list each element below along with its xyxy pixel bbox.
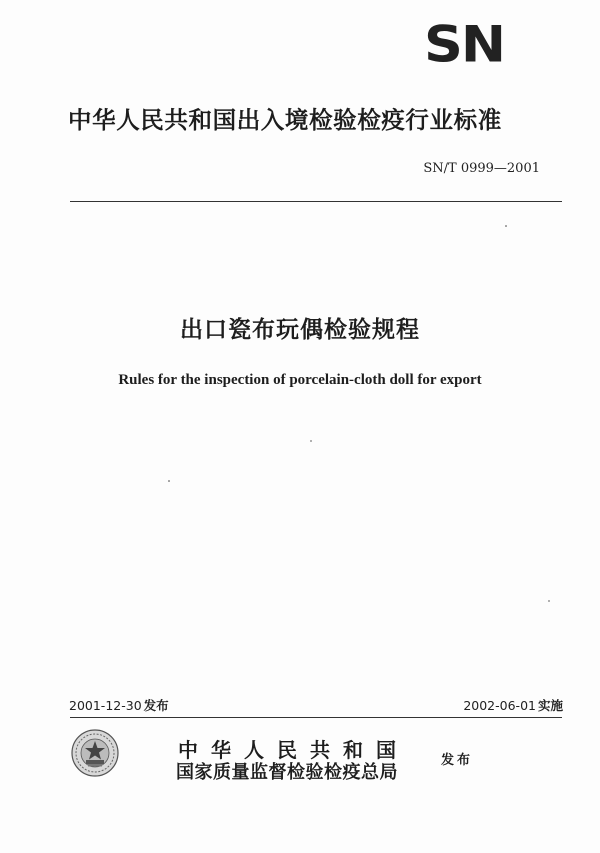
header-title: 中华人民共和国出入境检验检疫行业标准 bbox=[68, 106, 502, 134]
standard-number: SN/T 0999—2001 bbox=[423, 161, 540, 176]
scan-speck bbox=[310, 440, 312, 442]
issuer-agency: 国家质量监督检验检疫总局 bbox=[176, 762, 398, 783]
document-title-cn: 出口瓷布玩偶检验规程 bbox=[180, 317, 420, 343]
sn-logo: SN bbox=[424, 15, 505, 74]
national-emblem-icon bbox=[70, 728, 120, 778]
scan-speck bbox=[168, 480, 170, 482]
top-divider bbox=[70, 201, 562, 202]
scan-speck bbox=[505, 225, 507, 227]
bottom-divider bbox=[70, 717, 562, 718]
issue-date-suffix: 发布 bbox=[143, 698, 169, 713]
implementation-date-suffix: 实施 bbox=[537, 698, 563, 713]
issue-date bbox=[69, 697, 169, 715]
implementation-date-value: 2002-06-01 bbox=[463, 698, 536, 713]
implementation-date bbox=[400, 697, 563, 715]
scan-speck bbox=[548, 600, 550, 602]
publish-label: 发布 bbox=[441, 753, 474, 768]
issuer-country: 中华人民共和国 bbox=[178, 738, 409, 762]
issue-date-value: 2001-12-30 bbox=[69, 698, 142, 713]
document-title-en: Rules for the inspection of porcelain-cloth doll for export bbox=[118, 372, 482, 388]
